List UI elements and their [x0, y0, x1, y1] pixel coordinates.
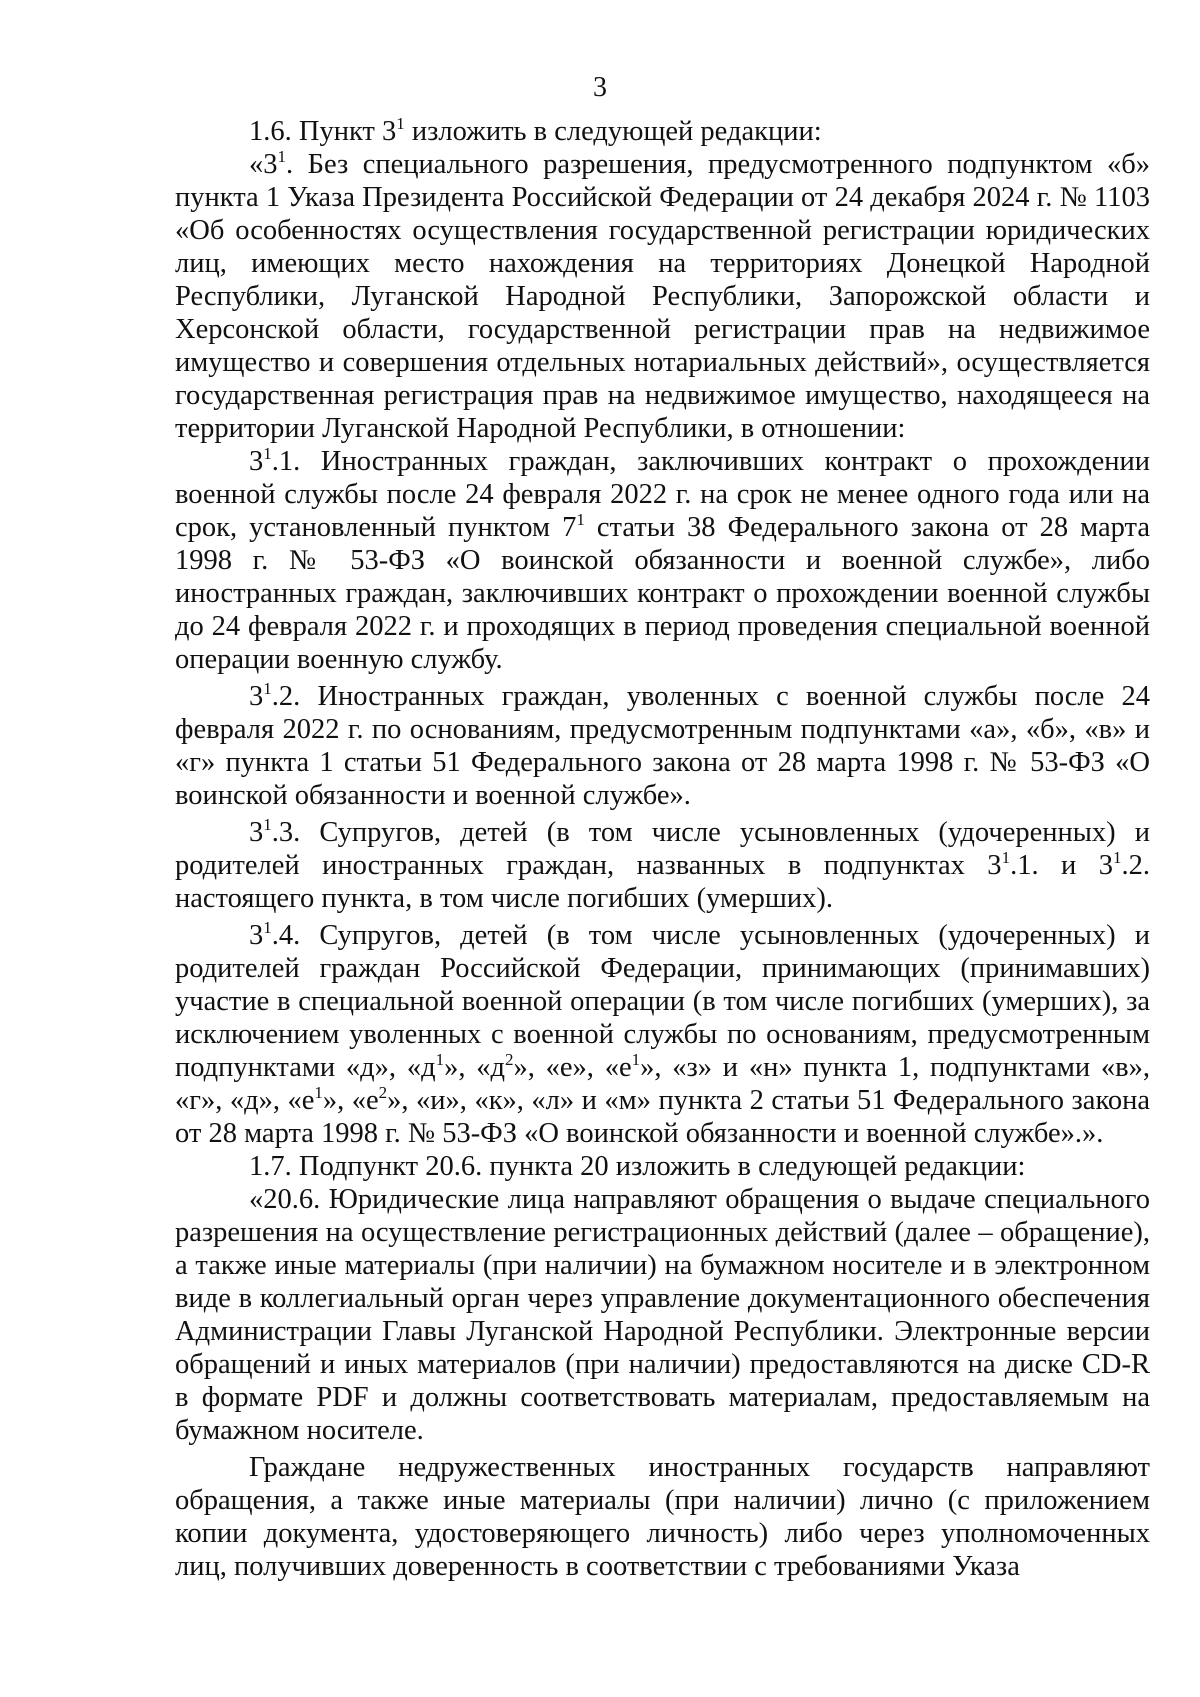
paragraph-p3-1-intro — [175, 148, 1150, 445]
text-run: », «е», «е — [513, 1052, 632, 1083]
paragraph-p1-7 — [175, 1150, 1150, 1183]
text-run: 3 — [249, 920, 264, 951]
text-run: 3 — [249, 446, 264, 477]
text-run: », «и», «к», «л» и «м» пункта 2 статьи 51 Федерального закона от 28 марта 1998 г. № 53-ФЗ «О воинской обязанности и военной службе».». — [175, 1085, 1151, 1149]
text-run: 1.6. Пункт 3 — [249, 116, 397, 147]
text-run: 3 — [249, 817, 264, 848]
paragraph-p3-1-4 — [175, 919, 1150, 1150]
text-run: .3. Супругов, детей (в том числе усыновленных (удочеренных) и родителей иностранных граждан, названных в подпунктах 3 — [175, 817, 1150, 881]
paragraph-p1-6 — [175, 115, 1150, 148]
paragraph-p3-1-3 — [175, 816, 1150, 915]
text-run: 3 — [249, 681, 264, 712]
text-run: .2. настоящего пункта, в том числе погибших (умерших). — [175, 850, 1150, 914]
text-run: .4. Супругов, детей (в том числе усыновленных (удочеренных) и родителей граждан Российской Федерации, принимающих (принимавших) участие в специальной военной операции (в том числе погибших (умерших), за исключением уволенных с военной службы по основаниям, предусмотренным подпунктами «д», «д — [175, 920, 1150, 1083]
text-run: «3 — [249, 149, 278, 180]
text-run: статьи 38 Федерального закона от 28 марта 1998 г. № 53-ФЗ «О воинской обязанности и военной службе», либо иностранных граждан, заключивших контракт о прохождении военной службы до 24 февраля 2022 г. и проходящих в период проведения специальной военной операции военную службу. — [175, 512, 1150, 675]
text-run: изложить в следующей редакции: — [404, 116, 822, 147]
text-run: «20.6. Юридические лица направляют обращения о выдаче специального разрешения на осуществление регистрационных действий (далее – обращение), а также иные материалы (при наличии) на бумажном носителе и в электронном виде в коллегиальный орган через управление документационного обеспечения Администрации Главы Луганской Народной Республики. Электронные версии обращений и иных материалов (при наличии) предоставляются на диске CD-R в формате PDF и должны соответствовать материалам, предоставляемым на бумажном носителе. — [175, 1184, 1150, 1446]
superscript: 1 — [314, 1083, 323, 1102]
superscript: 1 — [435, 1050, 445, 1069]
paragraph-p3-1-1 — [175, 445, 1150, 676]
text-run: . Без специального разрешения, предусмотренного подпунктом «б» пункта 1 Указа Президента Российской Федерации от 24 декабря 2024 г. № 1103 «Об особенностях осуществления государственной регистрации юридических лиц, имеющих место нахождения на территориях Донецкой Народной Республики, Луганской Народной Республики, Запорожской области и Херсонской области, государственной регистрации прав на недвижимое имущество и совершения отдельных нотариальных действий», осуществляется государственная регистрация прав на недвижимое имущество, находящееся на территории Луганской Народной Республики, в отношении: — [175, 149, 1150, 444]
superscript: 1 — [1113, 848, 1122, 867]
text-run: », «д — [444, 1052, 505, 1083]
text-run: .1. и 3 — [1010, 850, 1113, 881]
document-body — [175, 115, 1150, 1583]
text-run: 1.7. Подпункт 20.6. пункта 20 изложить в следующей редакции: — [249, 1151, 1026, 1182]
superscript: 1 — [631, 1050, 641, 1069]
text-run: Граждане недружественных иностранных государств направляют обращения, а также иные материалы (при наличии) лично (с приложением копии документа, удостоверяющего личность) либо через уполномоченных лиц, получивших доверенность в соответствии с требованиями Указа — [175, 1452, 1150, 1582]
text-run: .1. Иностранных граждан, заключивших контракт о прохождении военной службы после 24 февраля 2022 г. на срок не менее одного года или на срок, установленный пунктом 7 — [175, 446, 1150, 543]
text-run: », «з» и «н» пункта 1, подпунктами «в», «г», «д», «е — [175, 1052, 1150, 1116]
paragraph-p-citizens — [175, 1451, 1150, 1583]
superscript: 1 — [263, 918, 272, 937]
superscript: 1 — [396, 114, 405, 133]
text-run: », «е — [322, 1085, 379, 1116]
superscript: 1 — [1001, 848, 1011, 867]
superscript: 1 — [277, 147, 286, 166]
superscript: 2 — [378, 1083, 388, 1102]
paragraph-p3-1-2 — [175, 680, 1150, 812]
superscript: 1 — [263, 679, 272, 698]
superscript: 2 — [505, 1050, 514, 1069]
superscript: 1 — [576, 510, 585, 529]
superscript: 1 — [263, 815, 272, 834]
superscript: 1 — [263, 444, 272, 463]
paragraph-p20-6 — [175, 1183, 1150, 1447]
text-run: .2. Иностранных граждан, уволенных с военной службы после 24 февраля 2022 г. по основаниям, предусмотренным подпунктами «а», «б», «в» и «г» пункта 1 статьи 51 Федерального закона от 28 марта 1998 г. № 53-ФЗ «О воинской обязанности и военной службе». — [175, 681, 1150, 811]
page-number: 3 — [593, 72, 607, 103]
